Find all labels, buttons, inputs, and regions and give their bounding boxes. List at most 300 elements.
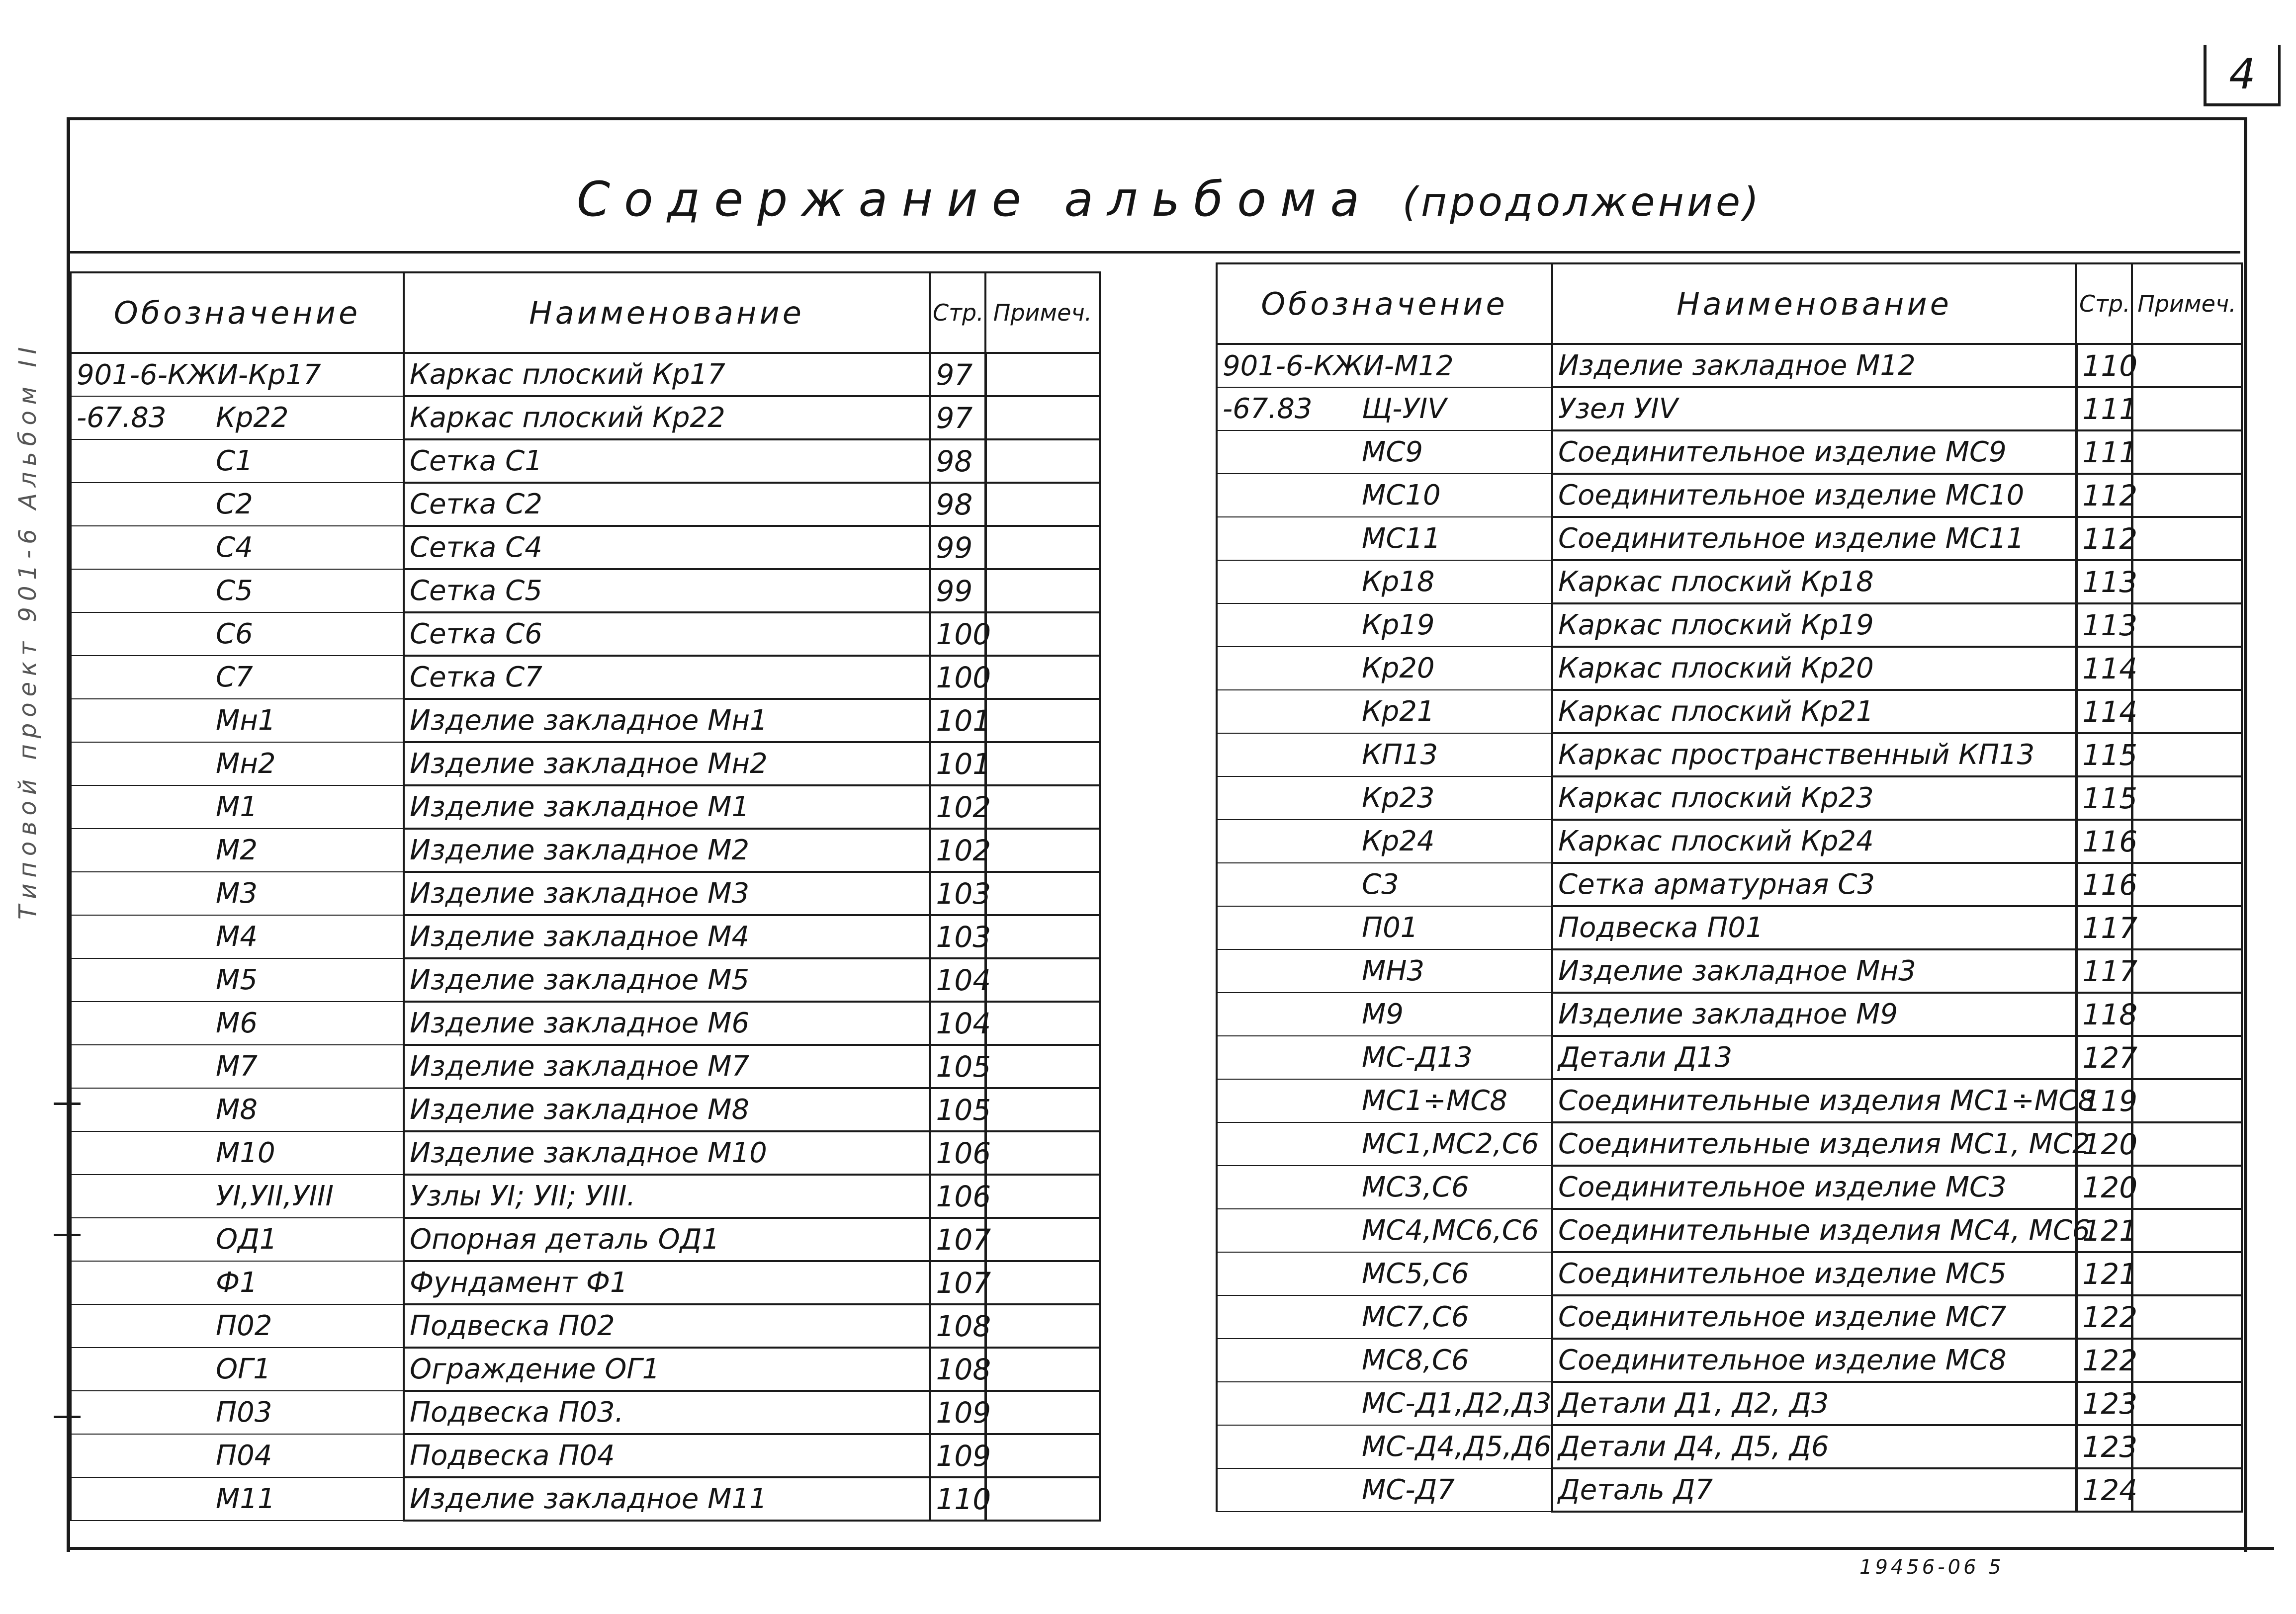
row-code [71, 483, 404, 526]
row-page: 103 [930, 915, 985, 958]
row-page: 119 [2076, 1079, 2132, 1122]
row-code [71, 353, 404, 396]
row-mark: УI,УII,УIII [216, 1180, 334, 1212]
table-row [1217, 474, 2242, 517]
row-name: Изделие закладное Мн1 [404, 699, 930, 742]
row-note [985, 439, 1100, 483]
frame-bottom-line [67, 1547, 2274, 1550]
row-code [71, 1131, 404, 1175]
row-note [2132, 1122, 2242, 1166]
table-row [1217, 1252, 2242, 1295]
row-page: 122 [2076, 1339, 2132, 1382]
row-code [1217, 1036, 1552, 1079]
row-page: 105 [930, 1045, 985, 1088]
table-row [71, 1261, 1100, 1304]
row-mark: Кр21 [1362, 695, 1435, 728]
row-note [985, 1304, 1100, 1348]
row-note [2132, 517, 2242, 560]
table-row [1217, 690, 2242, 733]
row-note [985, 785, 1100, 829]
row-page: 104 [930, 958, 985, 1002]
row-note [2132, 906, 2242, 949]
row-name: Сетка С1 [404, 439, 930, 483]
row-page: 110 [2076, 344, 2132, 387]
row-note [985, 612, 1100, 656]
row-page: 104 [930, 1002, 985, 1045]
row-name: Детали Д4, Д5, Д6 [1552, 1425, 2076, 1468]
row-mark: МС1,МС2,С6 [1362, 1128, 1539, 1160]
table-row [1217, 1382, 2242, 1425]
row-code [1217, 1079, 1552, 1122]
table-row [71, 1434, 1100, 1477]
table-row [1217, 993, 2242, 1036]
row-name: Изделие закладное М8 [404, 1088, 930, 1131]
row-mark: П03 [216, 1396, 272, 1429]
row-page: 106 [930, 1131, 985, 1175]
row-note [985, 829, 1100, 872]
row-page: 113 [2076, 560, 2132, 603]
row-code [1217, 1468, 1552, 1512]
row-page: 124 [2076, 1468, 2132, 1512]
row-mark: МН3 [1362, 955, 1425, 987]
row-mark: МС4,МС6,С6 [1362, 1214, 1539, 1247]
row-mark: ОГ1 [216, 1353, 271, 1385]
row-mark: С1 [216, 445, 253, 477]
row-mark: М1 [216, 791, 258, 823]
row-code [1217, 1166, 1552, 1209]
row-note [985, 699, 1100, 742]
row-page: 99 [930, 569, 985, 612]
title-main: Содержание альбома [577, 171, 1374, 227]
row-name: Соединительное изделие МС3 [1552, 1166, 2076, 1209]
table-row [71, 569, 1100, 612]
row-code [1217, 603, 1552, 647]
table-row [71, 526, 1100, 569]
row-note [2132, 1166, 2242, 1209]
row-note [985, 872, 1100, 915]
row-page: 114 [2076, 647, 2132, 690]
row-code [71, 526, 404, 569]
row-code [1217, 647, 1552, 690]
table-row [1217, 603, 2242, 647]
row-mark: МС8,С6 [1362, 1344, 1469, 1376]
row-name: Опорная деталь ОД1 [404, 1218, 930, 1261]
row-code [71, 1175, 404, 1218]
row-name: Соединительное изделие МС11 [1552, 517, 2076, 560]
row-code [71, 699, 404, 742]
row-code [71, 1391, 404, 1434]
row-name: Ограждение ОГ1 [404, 1348, 930, 1391]
row-note [2132, 1252, 2242, 1295]
row-note [985, 396, 1100, 439]
row-mark: М3 [216, 877, 258, 910]
table-row [1217, 863, 2242, 906]
row-name: Соединительное изделие МС8 [1552, 1339, 2076, 1382]
row-mark: Кр23 [1362, 782, 1435, 814]
row-mark: МС11 [1362, 522, 1441, 555]
table-row [71, 958, 1100, 1002]
row-name: Изделие закладное М3 [404, 872, 930, 915]
row-mark: Кр19 [1362, 609, 1435, 641]
row-name: Изделие закладное Мн2 [404, 742, 930, 785]
row-name: Изделие закладное М6 [404, 1002, 930, 1045]
row-code [71, 1434, 404, 1477]
table-row [71, 396, 1100, 439]
row-name: Узел УIV [1552, 387, 2076, 430]
row-note [2132, 1295, 2242, 1339]
row-page: 102 [930, 785, 985, 829]
row-code [1217, 344, 1552, 387]
table-row [1217, 517, 2242, 560]
table-row [71, 656, 1100, 699]
table-row [1217, 1122, 2242, 1166]
row-page: 123 [2076, 1425, 2132, 1468]
row-mark: М6 [216, 1007, 258, 1039]
row-code [1217, 820, 1552, 863]
row-page: 105 [930, 1088, 985, 1131]
table-row [71, 1175, 1100, 1218]
row-code [1217, 474, 1552, 517]
row-note [2132, 1425, 2242, 1468]
row-note [2132, 474, 2242, 517]
row-mark: Кр22 [216, 402, 289, 434]
row-page: 107 [930, 1261, 985, 1304]
row-code [71, 1477, 404, 1521]
row-mark: ОД1 [216, 1223, 277, 1256]
row-name: Сетка арматурная С3 [1552, 863, 2076, 906]
row-mark: Мн2 [216, 748, 276, 780]
row-mark: М10 [216, 1137, 275, 1169]
title-divider [70, 251, 2240, 254]
table-row [71, 829, 1100, 872]
row-code [1217, 1209, 1552, 1252]
row-code [71, 439, 404, 483]
row-name: Сетка С7 [404, 656, 930, 699]
table-row [1217, 1036, 2242, 1079]
row-name: Соединительные изделия МС1÷МС8 [1552, 1079, 2076, 1122]
row-code [1217, 1122, 1552, 1166]
row-name: Каркас плоский Кр22 [404, 396, 930, 439]
row-code [1217, 430, 1552, 474]
row-mark: М2 [216, 834, 258, 866]
row-code [71, 958, 404, 1002]
row-name: Сетка С2 [404, 483, 930, 526]
row-mark: МС1÷МС8 [1362, 1085, 1508, 1117]
row-code [1217, 1382, 1552, 1425]
table-row [1217, 1079, 2242, 1122]
row-page: 106 [930, 1175, 985, 1218]
row-name: Изделие закладное М1 [404, 785, 930, 829]
row-note [985, 1477, 1100, 1521]
row-note [985, 569, 1100, 612]
header-name: Наименование [404, 272, 930, 353]
row-code [1217, 1339, 1552, 1382]
row-page: 109 [930, 1391, 985, 1434]
right-contents-table [1216, 262, 2243, 1513]
row-note [985, 1218, 1100, 1261]
row-page: 97 [930, 396, 985, 439]
margin-project-text: Типовой проект 901-6 Альбом II [14, 341, 42, 920]
row-mark: МС7,С6 [1362, 1301, 1469, 1333]
table-row [71, 1002, 1100, 1045]
row-page: 102 [930, 829, 985, 872]
table-row [71, 1045, 1100, 1088]
row-name: Подвеска П04 [404, 1434, 930, 1477]
row-code [1217, 387, 1552, 430]
row-name: Каркас плоский Кр21 [1552, 690, 2076, 733]
row-code [1217, 1252, 1552, 1295]
row-mark: МС5,С6 [1362, 1258, 1469, 1290]
table-row [71, 1304, 1100, 1348]
row-page: 110 [930, 1477, 985, 1521]
table-row [71, 1477, 1100, 1521]
row-note [985, 526, 1100, 569]
row-name: Сетка С4 [404, 526, 930, 569]
row-name: Каркас плоский Кр17 [404, 353, 930, 396]
row-mark: МС-Д13 [1362, 1041, 1473, 1074]
header-note: Примеч. [985, 272, 1100, 353]
table-row [71, 785, 1100, 829]
table-row [71, 612, 1100, 656]
row-mark: М11 [216, 1483, 275, 1515]
table-row [1217, 1339, 2242, 1382]
row-note [2132, 1209, 2242, 1252]
table-row [71, 1348, 1100, 1391]
sheet-number: 4 [2229, 50, 2256, 98]
table-row [71, 699, 1100, 742]
row-mark: КП13 [1362, 739, 1438, 771]
sheet-number-box [2204, 45, 2281, 106]
row-mark: МС-Д1,Д2,Д3 [1362, 1387, 1552, 1420]
row-code [1217, 517, 1552, 560]
page-title [577, 171, 1762, 227]
row-page: 98 [930, 439, 985, 483]
row-name: Соединительные изделия МС1, МС2 [1552, 1122, 2076, 1166]
row-code [1217, 560, 1552, 603]
row-page: 101 [930, 742, 985, 785]
row-page: 100 [930, 656, 985, 699]
row-name: Каркас плоский Кр19 [1552, 603, 2076, 647]
row-note [985, 1261, 1100, 1304]
row-name: Соединительные изделия МС4, МС6 [1552, 1209, 2076, 1252]
row-page: 98 [930, 483, 985, 526]
row-name: Каркас плоский Кр24 [1552, 820, 2076, 863]
row-code [71, 1261, 404, 1304]
table-row [71, 915, 1100, 958]
row-note [985, 1002, 1100, 1045]
row-series: -67.83 [77, 402, 167, 434]
row-name: Изделие закладное М7 [404, 1045, 930, 1088]
row-name: Изделие закладное Мн3 [1552, 949, 2076, 993]
row-note [2132, 993, 2242, 1036]
row-code [1217, 1295, 1552, 1339]
row-mark: МС10 [1362, 479, 1441, 511]
table-row [1217, 1468, 2242, 1512]
row-note [985, 1348, 1100, 1391]
row-note [985, 656, 1100, 699]
row-code [1217, 863, 1552, 906]
row-page: 113 [2076, 603, 2132, 647]
row-mark: Кр24 [1362, 825, 1435, 857]
table-row [71, 439, 1100, 483]
table-row [1217, 1209, 2242, 1252]
row-note [985, 353, 1100, 396]
row-note [2132, 1036, 2242, 1079]
row-page: 112 [2076, 517, 2132, 560]
row-mark: МС3,С6 [1362, 1171, 1469, 1203]
row-page: 121 [2076, 1209, 2132, 1252]
row-mark: М7 [216, 1050, 258, 1083]
row-mark: С4 [216, 531, 253, 564]
row-mark: С3 [1362, 868, 1399, 901]
row-page: 99 [930, 526, 985, 569]
header-note: Примеч. [2132, 263, 2242, 344]
row-note [2132, 949, 2242, 993]
row-page: 108 [930, 1348, 985, 1391]
row-page: 117 [2076, 949, 2132, 993]
row-name: Соединительное изделие МС5 [1552, 1252, 2076, 1295]
table-row [1217, 906, 2242, 949]
row-code [1217, 993, 1552, 1036]
row-code [1217, 733, 1552, 776]
row-code [71, 829, 404, 872]
row-note [985, 958, 1100, 1002]
table-row [1217, 1425, 2242, 1468]
header-page: Стр. [930, 272, 985, 353]
row-mark: Мн1 [216, 704, 276, 737]
table-row [1217, 560, 2242, 603]
row-code [71, 656, 404, 699]
row-name: Сетка С6 [404, 612, 930, 656]
row-mark: М8 [216, 1094, 258, 1126]
row-page: 116 [2076, 863, 2132, 906]
header-name: Наименование [1552, 263, 2076, 344]
footer-code: 19456-06 5 [1859, 1556, 2004, 1579]
row-note [2132, 430, 2242, 474]
row-page: 123 [2076, 1382, 2132, 1425]
table-row [71, 1131, 1100, 1175]
table-row [1217, 820, 2242, 863]
table-row [71, 742, 1100, 785]
table-row [1217, 344, 2242, 387]
row-note [985, 1175, 1100, 1218]
row-code [71, 1088, 404, 1131]
row-mark: П02 [216, 1310, 272, 1342]
row-page: 112 [2076, 474, 2132, 517]
row-page: 100 [930, 612, 985, 656]
row-name: Изделие закладное М2 [404, 829, 930, 872]
row-note [2132, 560, 2242, 603]
row-page: 97 [930, 353, 985, 396]
row-name: Фундамент Ф1 [404, 1261, 930, 1304]
left-contents-table [70, 271, 1101, 1522]
row-name: Детали Д1, Д2, Д3 [1552, 1382, 2076, 1425]
row-name: Сетка С5 [404, 569, 930, 612]
row-page: 101 [930, 699, 985, 742]
row-page: 117 [2076, 906, 2132, 949]
row-code [71, 872, 404, 915]
row-mark: Кр18 [1362, 566, 1435, 598]
row-note [2132, 1079, 2242, 1122]
row-note [2132, 387, 2242, 430]
table-row [1217, 1166, 2242, 1209]
row-mark: МС9 [1362, 436, 1423, 468]
row-note [985, 483, 1100, 526]
row-name: Соединительное изделие МС7 [1552, 1295, 2076, 1339]
row-code [1217, 690, 1552, 733]
title-sub: (продолжение) [1402, 179, 1762, 225]
row-name: Изделие закладное М9 [1552, 993, 2076, 1036]
row-note [985, 915, 1100, 958]
row-code [71, 1218, 404, 1261]
table-row [1217, 949, 2242, 993]
header-code: Обозначение [1217, 263, 1552, 344]
row-page: 121 [2076, 1252, 2132, 1295]
table-row [71, 1088, 1100, 1131]
row-series: 901-6-КЖИ-М12 [1223, 349, 1454, 382]
row-code [71, 1045, 404, 1088]
row-name: Каркас плоский Кр18 [1552, 560, 2076, 603]
row-page: 111 [2076, 430, 2132, 474]
row-note [985, 1391, 1100, 1434]
row-code [71, 612, 404, 656]
table-row [71, 872, 1100, 915]
row-note [2132, 1468, 2242, 1512]
row-page: 120 [2076, 1122, 2132, 1166]
row-name: Подвеска П01 [1552, 906, 2076, 949]
row-note [985, 742, 1100, 785]
row-mark: С7 [216, 661, 253, 693]
row-note [985, 1131, 1100, 1175]
row-page: 118 [2076, 993, 2132, 1036]
row-mark: Щ-УIV [1362, 393, 1447, 425]
table-row [71, 353, 1100, 396]
row-name: Изделие закладное М10 [404, 1131, 930, 1175]
table-row [1217, 647, 2242, 690]
row-mark: МС-Д4,Д5,Д6 [1362, 1431, 1552, 1463]
row-code [71, 1348, 404, 1391]
row-page: 107 [930, 1218, 985, 1261]
row-name: Каркас плоский Кр23 [1552, 776, 2076, 820]
row-mark: П01 [1362, 912, 1418, 944]
row-page: 111 [2076, 387, 2132, 430]
row-name: Узлы УI; УII; УIII. [404, 1175, 930, 1218]
row-name: Изделие закладное М5 [404, 958, 930, 1002]
table-row [71, 483, 1100, 526]
row-code [1217, 776, 1552, 820]
table-row [1217, 733, 2242, 776]
row-note [2132, 733, 2242, 776]
row-page: 120 [2076, 1166, 2132, 1209]
row-name: Детали Д13 [1552, 1036, 2076, 1079]
table-row [1217, 776, 2242, 820]
row-mark: Ф1 [216, 1267, 258, 1299]
row-page: 103 [930, 872, 985, 915]
row-name: Изделие закладное М4 [404, 915, 930, 958]
row-name: Соединительное изделие МС10 [1552, 474, 2076, 517]
row-page: 115 [2076, 776, 2132, 820]
table-row [71, 1218, 1100, 1261]
header-code: Обозначение [71, 272, 404, 353]
table-row [1217, 430, 2242, 474]
row-note [985, 1088, 1100, 1131]
row-code [71, 396, 404, 439]
row-page: 108 [930, 1304, 985, 1348]
row-code [1217, 949, 1552, 993]
row-mark: МС-Д7 [1362, 1474, 1455, 1506]
header-page: Стр. [2076, 263, 2132, 344]
row-series: 901-6-КЖИ-Кр17 [77, 358, 321, 391]
